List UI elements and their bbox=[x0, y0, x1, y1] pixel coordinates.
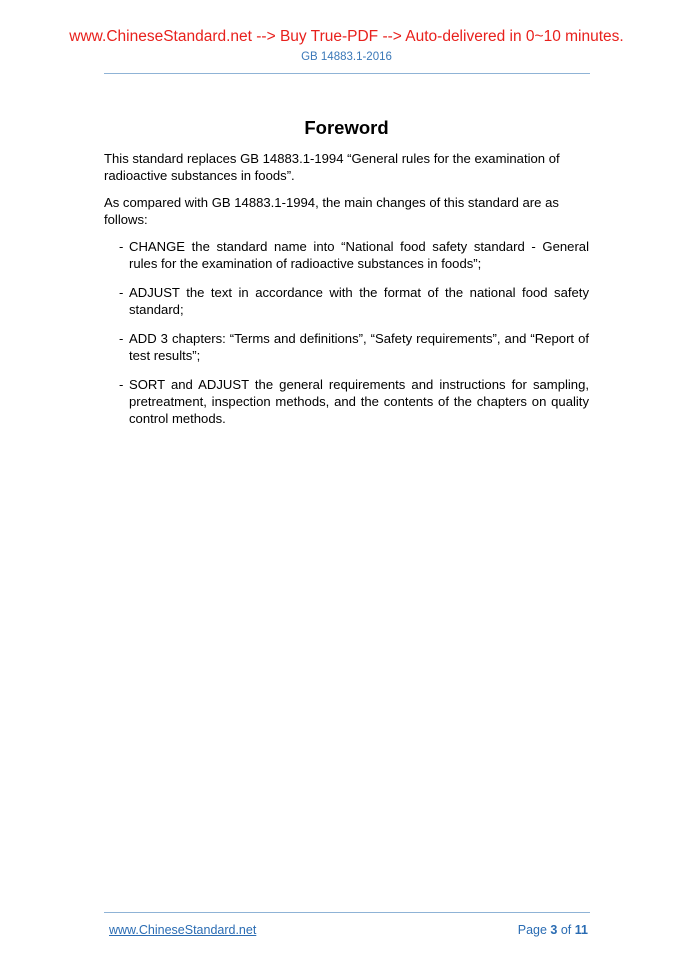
list-item bbox=[104, 284, 589, 318]
page-label: Page bbox=[517, 923, 547, 937]
page-title: Foreword bbox=[304, 117, 389, 138]
header-divider bbox=[104, 73, 590, 74]
page-number bbox=[518, 923, 588, 937]
header-banner-link[interactable]: www.ChineseStandard.net --> Buy True-PDF --> Auto-delivered in 0~10 minutes. bbox=[69, 28, 624, 45]
foreword-paragraph-1: This standard replaces GB 14883.1-1994 “General rules for the examination of radioactive substances in foods”. bbox=[104, 151, 560, 183]
list-item-text: ADD 3 chapters: “Terms and definitions”, “Safety requirements”, and “Report of test results”; bbox=[129, 331, 589, 363]
footer-divider bbox=[104, 912, 590, 913]
list-item-text: CHANGE the standard name into “National food safety standard - General rules for the examination of radioactive substances in foods”; bbox=[129, 239, 589, 271]
list-dash: - bbox=[119, 377, 124, 392]
page-current: 3 bbox=[550, 923, 558, 937]
list-item bbox=[104, 238, 589, 272]
foreword-body bbox=[104, 150, 589, 439]
page-total: 11 bbox=[574, 923, 588, 937]
page-of-label: of bbox=[560, 923, 572, 937]
list-item bbox=[104, 376, 589, 427]
list-item-text: ADJUST the text in accordance with the format of the national food safety standard; bbox=[129, 285, 589, 317]
list-item-text: SORT and ADJUST the general requirements and instructions for sampling, pretreatment, inspection methods, and the contents of the chapters on quality control methods. bbox=[129, 377, 589, 426]
list-item bbox=[104, 330, 589, 364]
changes-list bbox=[104, 238, 589, 427]
footer-website-link[interactable]: www.ChineseStandard.net bbox=[109, 923, 257, 937]
list-dash: - bbox=[119, 331, 124, 346]
list-dash: - bbox=[119, 239, 124, 254]
foreword-paragraph-2: As compared with GB 14883.1-1994, the main changes of this standard are as follows: bbox=[104, 195, 559, 227]
document-id: GB 14883.1-2016 bbox=[301, 51, 392, 63]
list-dash: - bbox=[119, 285, 124, 300]
